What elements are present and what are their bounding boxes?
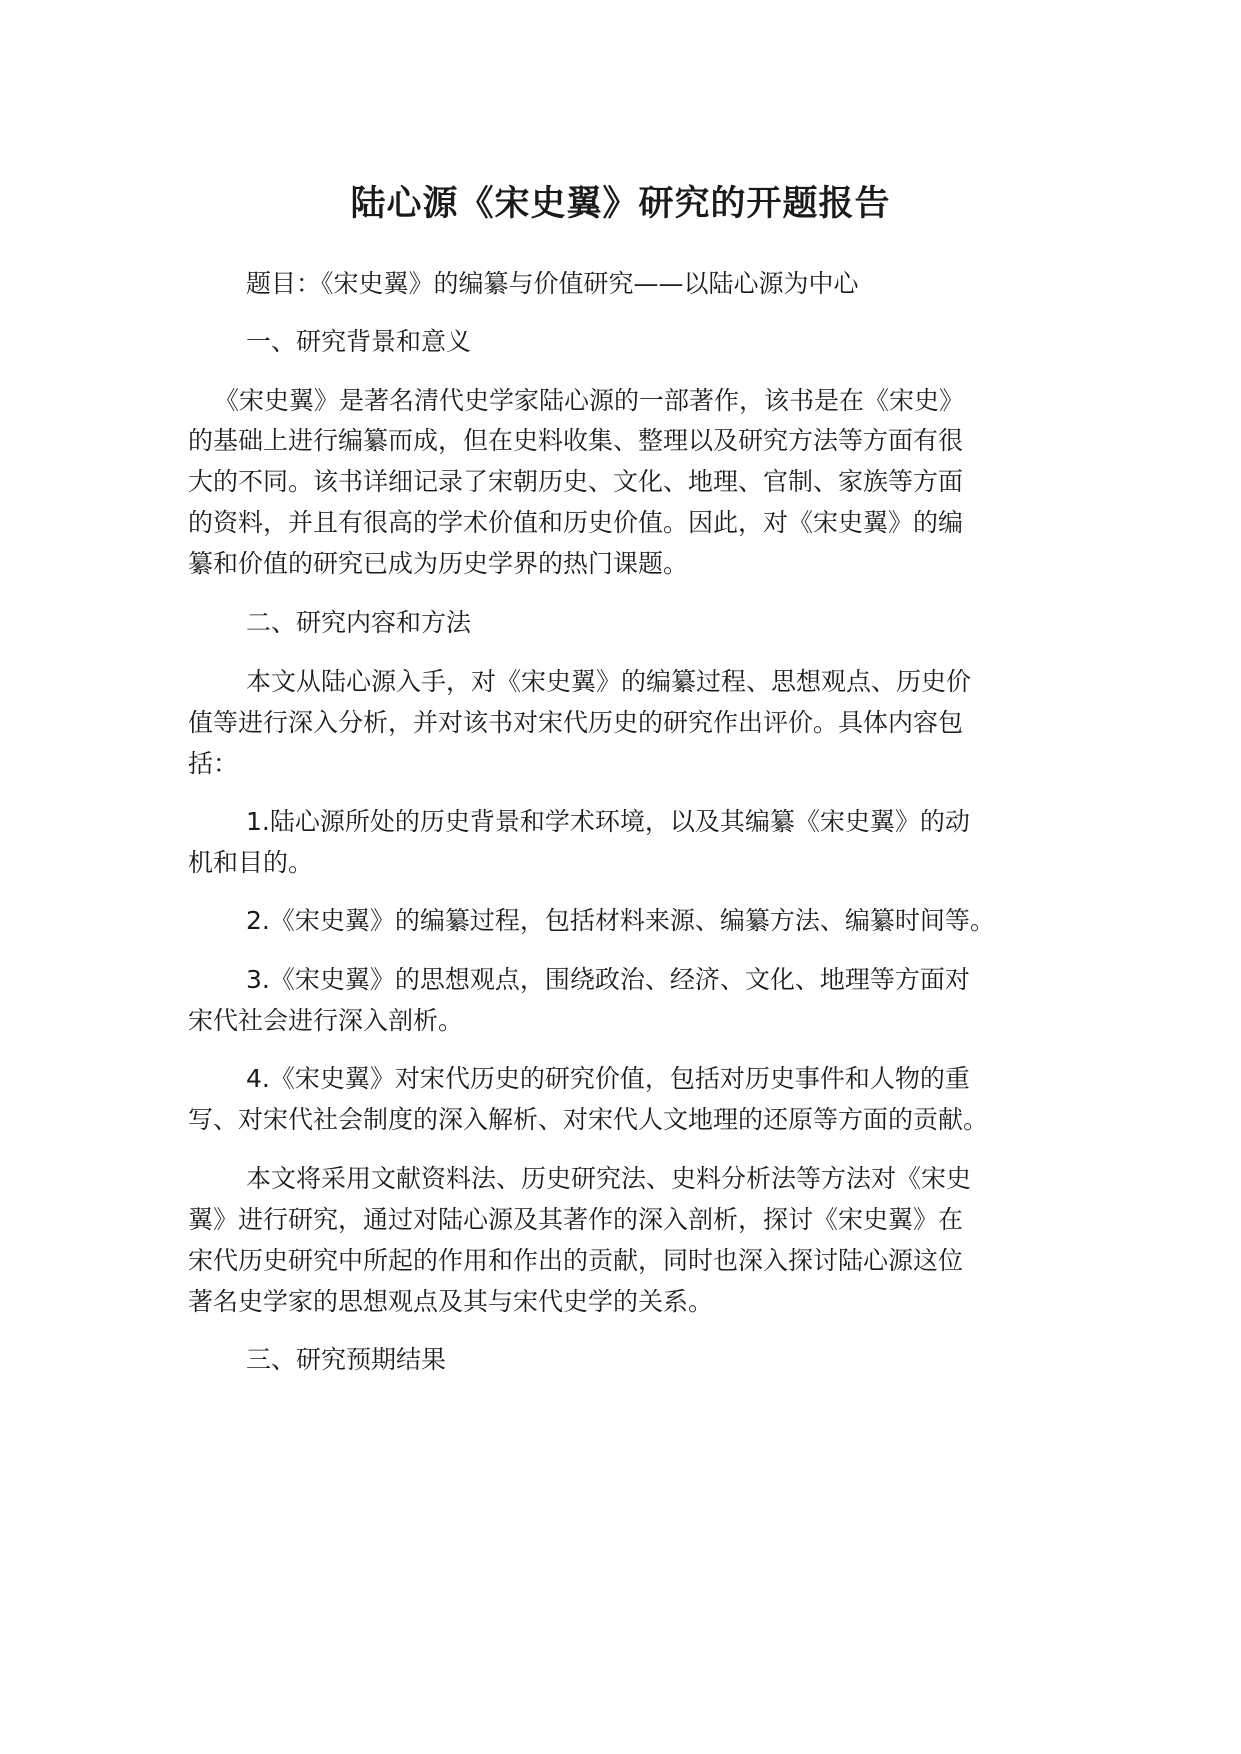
paragraph-line: 翼》进行研究，通过对陆心源及其著作的深入剖析，探讨《宋史翼》在 (188, 1205, 964, 1234)
paragraph-line: 《宋史翼》是著名清代史学家陆心源的一部著作，该书是在《宋史》 (214, 386, 965, 415)
list-item-3-cont: 宋代社会进行深入剖析。 (188, 1006, 464, 1035)
paragraph-line: 本文从陆心源入手，对《宋史翼》的编纂过程、思想观点、历史价 (246, 667, 972, 696)
document-title: 陆心源《宋史翼》研究的开题报告 (350, 184, 891, 224)
paragraph-line: 本文将采用文献资料法、历史研究法、史料分析法等方法对《宋史 (246, 1164, 972, 1193)
paragraph-line: 值等进行深入分析，并对该书对宋代历史的研究作出评价。具体内容包 (188, 708, 964, 737)
list-item-4: 4.《宋史翼》对宋代历史的研究价值，包括对历史事件和人物的重 (246, 1064, 970, 1093)
list-item-2: 2.《宋史翼》的编纂过程，包括材料来源、编纂方法、编纂时间等。 (246, 906, 995, 935)
section-heading-content-method: 二、研究内容和方法 (246, 608, 472, 637)
paragraph-line: 纂和价值的研究已成为历史学界的热门课题。 (188, 549, 689, 578)
topic-line: 题目：《宋史翼》的编纂与价值研究——以陆心源为中心 (246, 269, 859, 298)
list-item-3: 3.《宋史翼》的思想观点，围绕政治、经济、文化、地理等方面对 (246, 965, 970, 994)
list-item-1-cont: 机和目的。 (188, 848, 314, 877)
paragraph-line: 的资料，并且有很高的学术价值和历史价值。因此，对《宋史翼》的编 (188, 508, 964, 537)
paragraph-line: 括： (188, 749, 239, 778)
list-item-4-cont: 写、对宋代社会制度的深入解析、对宋代人文地理的还原等方面的贡献。 (188, 1105, 989, 1134)
paragraph-line: 宋代历史研究中所起的作用和作出的贡献，同时也深入探讨陆心源这位 (188, 1246, 964, 1275)
section-heading-expected-results: 三、研究预期结果 (246, 1345, 447, 1374)
paragraph-line: 的基础上进行编纂而成，但在史料收集、整理以及研究方法等方面有很 (188, 426, 964, 455)
section-heading-background: 一、研究背景和意义 (246, 327, 472, 356)
list-item-1: 1.陆心源所处的历史背景和学术环境，以及其编纂《宋史翼》的动 (246, 807, 970, 836)
paragraph-line: 大的不同。该书详细记录了宋朝历史、文化、地理、官制、家族等方面 (188, 467, 964, 496)
paragraph-line: 著名史学家的思想观点及其与宋代史学的关系。 (188, 1287, 714, 1316)
